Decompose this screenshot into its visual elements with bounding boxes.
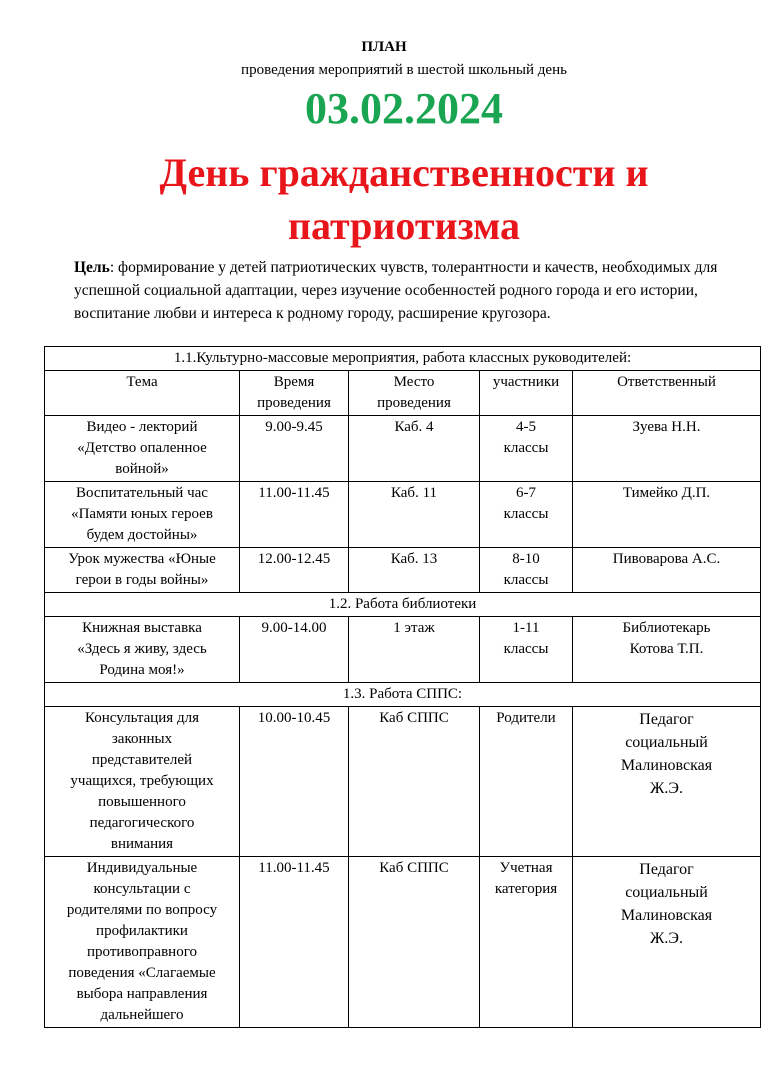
col-header-place-l2: проведения <box>377 395 451 411</box>
line: Воспитательный час <box>76 485 208 501</box>
line: 4-5 <box>516 419 536 435</box>
cell-theme <box>45 707 240 857</box>
event-date: 03.02.2024 <box>305 84 503 133</box>
line: Книжная выставка <box>82 620 202 636</box>
cell-participants <box>480 416 573 482</box>
line: 1-11 <box>512 620 540 636</box>
line: дальнейшего <box>100 1007 184 1023</box>
line: Зуева Н.Н. <box>632 419 701 435</box>
line: Учетная <box>499 860 553 876</box>
cell-theme <box>45 482 240 548</box>
line: классы <box>503 641 549 657</box>
line: профилактики <box>96 923 188 939</box>
section-title: 1.3. Работа СППС: <box>45 683 761 707</box>
line: Тимейко Д.П. <box>622 485 711 501</box>
line: внимания <box>110 836 174 852</box>
section-row <box>45 347 761 371</box>
cell-place: Каб. 13 <box>349 548 480 593</box>
col-header-theme: Тема <box>45 371 240 416</box>
line: Малиновская <box>620 757 713 774</box>
col-header-time-l1: Время <box>273 374 315 390</box>
col-header-participants: участники <box>480 371 573 416</box>
cell-responsible <box>573 482 761 548</box>
line: Педагог <box>639 711 694 728</box>
goal-label: Цель <box>74 259 110 276</box>
col-header-place-l1: Место <box>393 374 435 390</box>
section-row <box>45 593 761 617</box>
cell-participants <box>480 617 573 683</box>
cell-participants <box>480 548 573 593</box>
cell-participants <box>480 857 573 1028</box>
line: Урок мужества «Юные <box>68 551 216 567</box>
line: Родители <box>496 710 556 726</box>
cell-participants <box>480 707 573 857</box>
goal-paragraph <box>74 256 744 325</box>
col-header-time <box>240 371 349 416</box>
cell-place: Каб СППС <box>349 857 480 1028</box>
column-header-row <box>45 371 761 416</box>
cell-theme <box>45 416 240 482</box>
line: герои в годы войны» <box>75 572 209 588</box>
plan-heading: ПЛАН <box>361 39 407 55</box>
line: учащихся, требующих <box>70 773 214 789</box>
plan-subtitle: проведения мероприятий в шестой школьный день <box>241 62 567 78</box>
line: повышенного <box>98 794 186 810</box>
line: Ж.Э. <box>650 780 683 797</box>
cell-place: Каб. 4 <box>349 416 480 482</box>
section-title: 1.1.Культурно-массовые мероприятия, работа классных руководителей: <box>45 347 761 371</box>
cell-responsible <box>573 548 761 593</box>
cell-theme <box>45 617 240 683</box>
cell-responsible <box>573 707 761 857</box>
table-row <box>45 707 761 857</box>
cell-responsible <box>573 617 761 683</box>
line: классы <box>503 572 549 588</box>
line: поведения «Слагаемые <box>68 965 216 981</box>
goal-text: : формирование у детей патриотических чувств, толерантности и качеств, необходимых для успешной социальной адаптации, через изучение особенностей родного города и его истории, воспитание любви и интереса к родному городу, расширение кругозора. <box>74 259 718 322</box>
cell-time: 9.00-9.45 <box>240 416 349 482</box>
line: 8-10 <box>512 551 540 567</box>
line: «Здесь я живу, здесь <box>77 641 207 657</box>
line: категория <box>494 881 558 897</box>
cell-place: 1 этаж <box>349 617 480 683</box>
line: противоправного <box>87 944 197 960</box>
line: Котова Т.П. <box>629 641 704 657</box>
line: выбора направления <box>76 986 208 1002</box>
line: консультации с <box>93 881 191 897</box>
cell-time: 12.00-12.45 <box>240 548 349 593</box>
line: педагогического <box>89 815 195 831</box>
table-row <box>45 857 761 1028</box>
col-header-place <box>349 371 480 416</box>
cell-theme <box>45 548 240 593</box>
cell-place: Каб СППС <box>349 707 480 857</box>
table-row <box>45 482 761 548</box>
line: родителями по вопросу <box>66 902 218 918</box>
cell-time: 10.00-10.45 <box>240 707 349 857</box>
table-row <box>45 548 761 593</box>
day-title <box>0 146 768 252</box>
line: представителей <box>91 752 193 768</box>
cell-theme <box>45 857 240 1028</box>
table-row <box>45 416 761 482</box>
cell-time: 11.00-11.45 <box>240 857 349 1028</box>
line: Малиновская <box>620 907 713 924</box>
day-title-line1: День гражданственности и <box>159 150 649 195</box>
line: Библиотекарь <box>622 620 711 636</box>
section-title: 1.2. Работа библиотеки <box>45 593 761 617</box>
line: Консультация для <box>85 710 199 726</box>
col-header-time-l2: проведения <box>257 395 331 411</box>
line: социальный <box>625 884 708 901</box>
cell-time: 9.00-14.00 <box>240 617 349 683</box>
line: законных <box>111 731 173 747</box>
cell-participants <box>480 482 573 548</box>
line: войной» <box>115 461 169 477</box>
line: 6-7 <box>516 485 536 501</box>
line: «Детство опаленное <box>77 440 207 456</box>
cell-place: Каб. 11 <box>349 482 480 548</box>
events-table <box>44 346 761 1028</box>
line: Педагог <box>639 861 694 878</box>
line: социальный <box>625 734 708 751</box>
col-header-responsible: Ответственный <box>573 371 761 416</box>
line: Видео - лекторий <box>86 419 198 435</box>
table-row <box>45 617 761 683</box>
line: классы <box>503 440 549 456</box>
line: «Памяти юных героев <box>71 506 213 522</box>
cell-time: 11.00-11.45 <box>240 482 349 548</box>
cell-responsible <box>573 416 761 482</box>
line: классы <box>503 506 549 522</box>
cell-responsible <box>573 857 761 1028</box>
section-row <box>45 683 761 707</box>
day-title-line2: патриотизма <box>287 203 521 248</box>
line: Индивидуальные <box>86 860 198 876</box>
line: будем достойны» <box>86 527 198 543</box>
line: Ж.Э. <box>650 930 683 947</box>
line: Родина моя!» <box>99 662 185 678</box>
line: Пивоварова А.С. <box>612 551 721 567</box>
